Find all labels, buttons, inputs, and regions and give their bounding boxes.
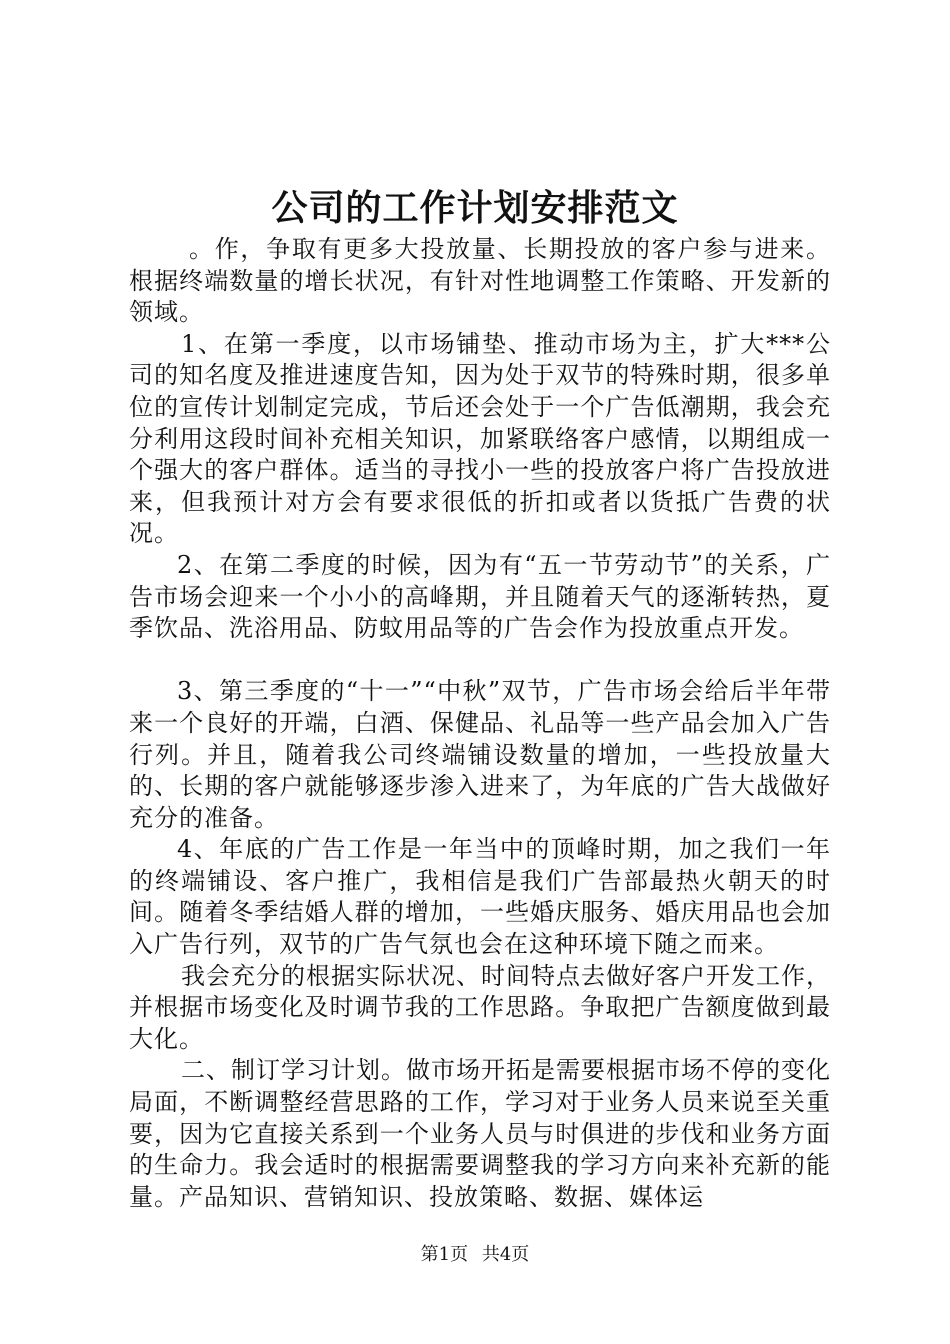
- paragraph-q1: 1、在第一季度，以市场铺垫、推动市场为主，扩大***公司的知名度及推进速度告知，因为处于双节的特殊时期，很多单位的宣传计划制定完成，节后还会处于一个广告低潮期，我会充分利用这段时间补充相关知识，加紧联络客户感情，以期组成一个强大的客户群体。适当的寻找小一些的投放客户将广告投放进来，但我预计对方会有要求很低的折扣或者以货抵广告费的状况。: [129, 329, 831, 548]
- paragraph-intro: 。作，争取有更多大投放量、长期投放的客户参与进来。根据终端数量的增长状况，有针对性地调整工作策略、开发新的领域。: [129, 235, 831, 327]
- paragraph-q3: 3、第三季度的“十一”“中秋”双节，广告市场会给后半年带来一个良好的开端，白酒、保健品、礼品等一些产品会加入广告行列。并且，随着我公司终端铺设数量的增加，一些投放量大的、长期的客户就能够逐步渗入进来了，为年底的广告大战做好充分的准备。: [129, 677, 831, 832]
- paragraph-q4: 4、年底的广告工作是一年当中的顶峰时期，加之我们一年的终端铺设、客户推广，我相信是我们广告部最热火朝天的时间。随着冬季结婚人群的增加，一些婚庆服务、婚庆用品也会加入广告行列，双节的广告气氛也会在这种环境下随之而来。: [129, 835, 831, 959]
- page-number: 第1页: [420, 1244, 469, 1265]
- paragraph-summary: 我会充分的根据实际状况、时间特点去做好客户开发工作，并根据市场变化及时调节我的工作思路。争取把广告额度做到最大化。: [129, 961, 831, 1053]
- document-body: [129, 234, 831, 1213]
- page-footer: [0, 1244, 950, 1266]
- paragraph-study-plan: 二、制订学习计划。做市场开拓是需要根据市场不停的变化局面，不断调整经营思路的工作，学习对于业务人员来说至关重要，因为它直接关系到一个业务人员与时俱进的步伐和业务方面的生命力。我会适时的根据需要调整我的学习方向来补充新的能量。产品知识、营销知识、投放策略、数据、媒体运: [129, 1056, 831, 1211]
- paragraph-q2: 2、在第二季度的时候，因为有“五一节劳动节”的关系，广告市场会迎来一个小小的高峰期，并且随着天气的逐渐转热，夏季饮品、洗浴用品、防蚊用品等的广告会作为投放重点开发。: [129, 550, 831, 643]
- document-title: 公司的工作计划安排范文: [271, 187, 679, 229]
- page-total: 共4页: [481, 1244, 530, 1265]
